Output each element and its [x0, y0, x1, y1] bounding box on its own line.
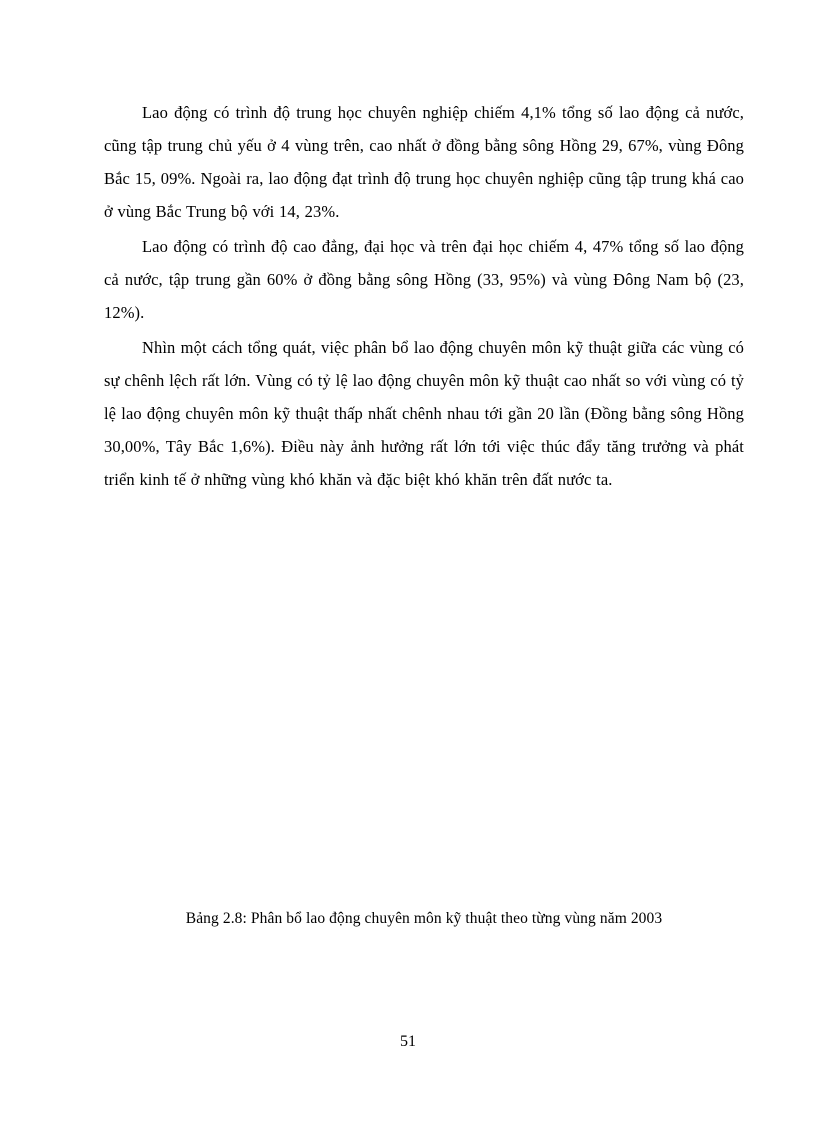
page-number: 51	[400, 1033, 416, 1050]
table-caption: Bảng 2.8: Phân bổ lao động chuyên môn kỹ thuật theo từng vùng năm 2003	[185, 910, 663, 927]
paragraph-1: Lao động có trình độ trung học chuyên nghiệp chiếm 4,1% tổng số lao động cả nước, cũng tập trung chủ yếu ở 4 vùng trên, cao nhất ở đồng bằng sông Hồng 29, 67%, vùng Đông Bắc 15, 09%. Ngoài ra, lao động đạt trình độ trung học chuyên nghiệp cũng tập trung khá cao ở vùng Bắc Trung bộ với 14, 23%.	[104, 103, 744, 221]
paragraph-3: Nhìn một cách tổng quát, việc phân bổ lao động chuyên môn kỹ thuật giữa các vùng có sự chênh lệch rất lớn. Vùng có tỷ lệ lao động chuyên môn kỹ thuật cao nhất so với vùng có tỷ lệ lao động chuyên môn kỹ thuật thấp nhất chênh nhau tới gần 20 lần (Đồng bằng sông Hồng 30,00%, Tây Bắc 1,6%). Điều này ảnh hưởng rất lớn tới việc thúc đẩy tăng trưởng và phát triển kinh tế ở những vùng khó khăn và đặc biệt khó khăn trên đất nước ta.	[104, 338, 744, 489]
body-text	[104, 96, 744, 498]
paragraph-2: Lao động có trình độ cao đẳng, đại học và trên đại học chiếm 4, 47% tổng số lao động cả nước, tập trung gần 60% ở đồng bằng sông Hồng (33, 95%) và vùng Đông Nam bộ (23, 12%).	[104, 237, 744, 322]
